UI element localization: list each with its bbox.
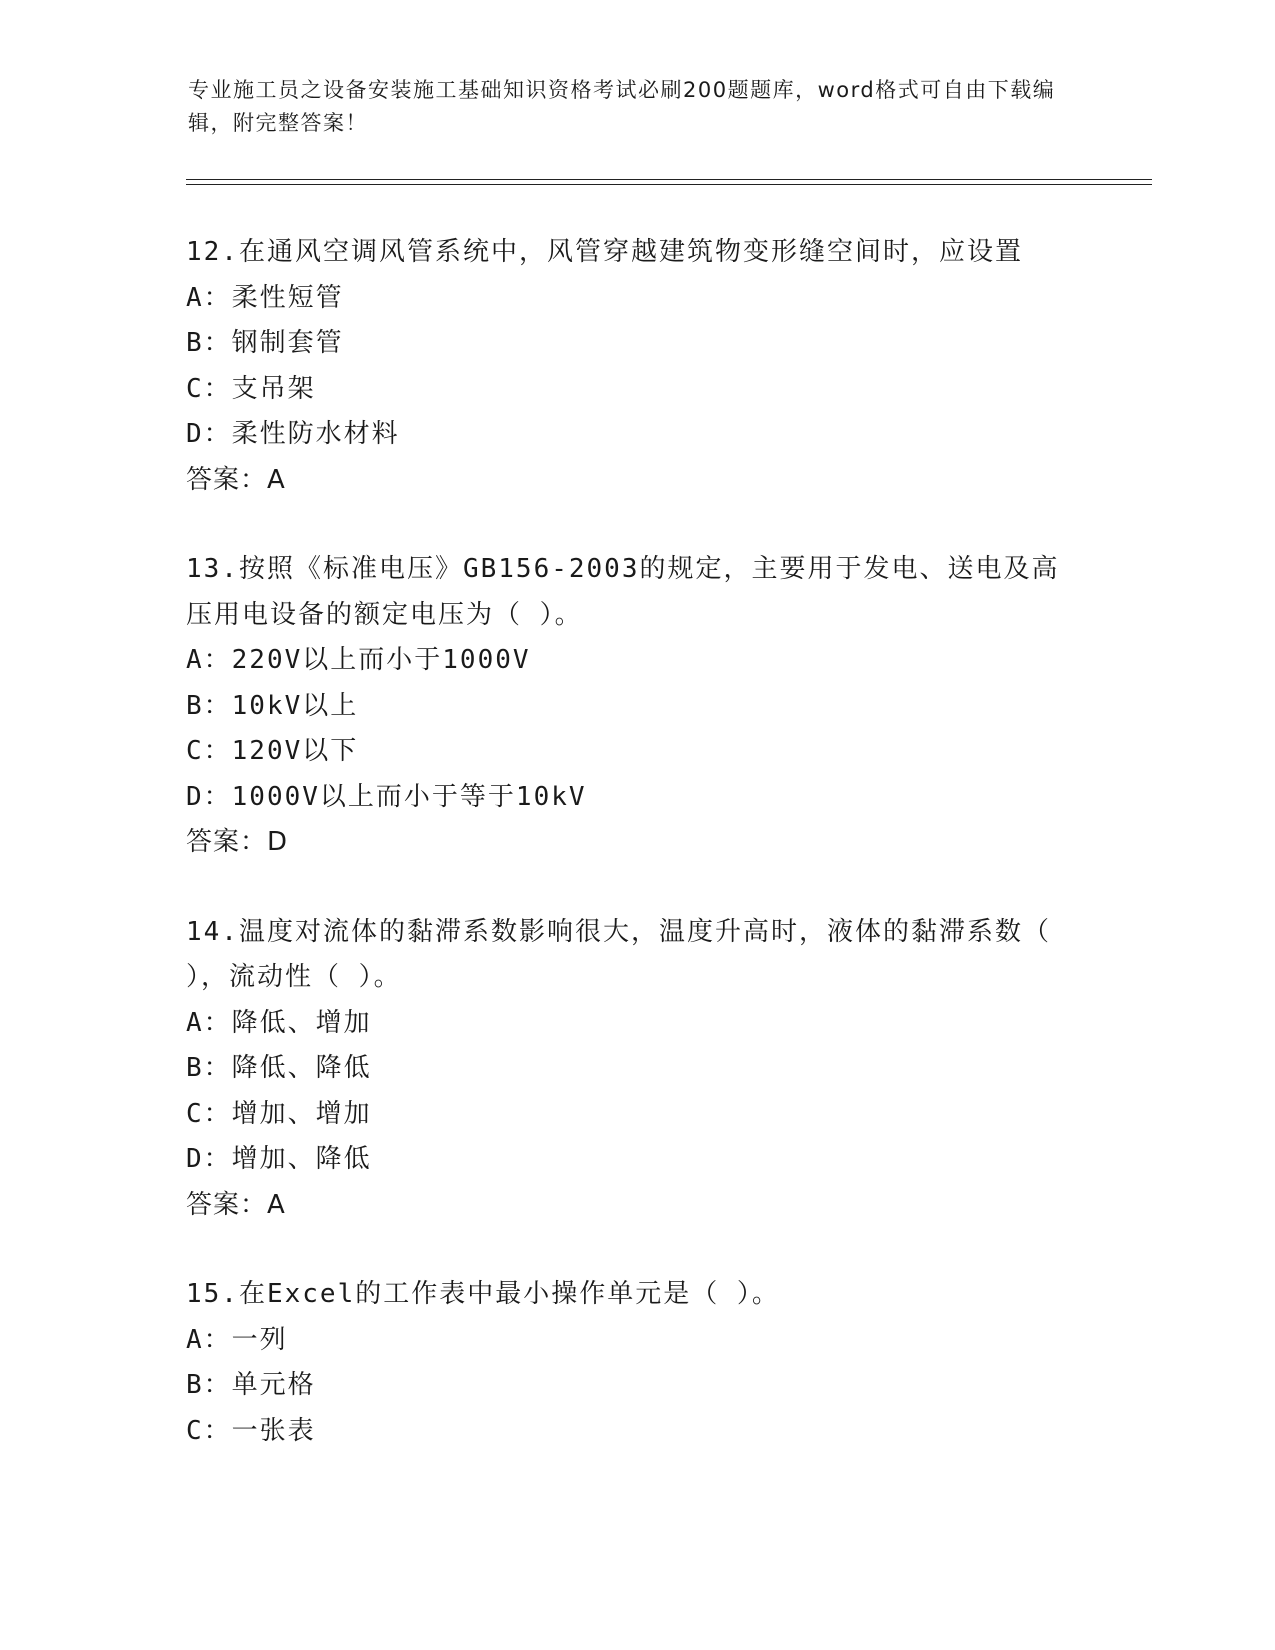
question-list — [186, 230, 1086, 1498]
question-stem: 13.按照《标准电压》GB156-2003的规定，主要用于发电、送电及高压用电设备的额定电压为（ ）。 — [186, 554, 1060, 630]
answer-label: 答案：D — [186, 827, 289, 857]
question-14 — [186, 910, 1086, 1229]
option-a: A：柔性短管 — [186, 282, 344, 313]
option-c: C：支吊架 — [186, 373, 316, 404]
header-divider-top — [186, 179, 1152, 180]
question-12 — [186, 230, 1086, 503]
option-c: C：增加、增加 — [186, 1098, 372, 1129]
option-a: A：降低、增加 — [186, 1007, 372, 1038]
option-a: A：一列 — [186, 1324, 288, 1355]
option-d: D：增加、降低 — [186, 1144, 372, 1174]
option-d: D：1000V以上而小于等于10kV — [186, 781, 587, 812]
question-stem: 15.在Excel的工作表中最小操作单元是（ ）。 — [186, 1279, 780, 1309]
option-b: B：单元格 — [186, 1370, 316, 1400]
option-b: B：10kV以上 — [186, 690, 359, 721]
answer-label: 答案：A — [186, 464, 286, 495]
answer-label: 答案：A — [186, 1189, 286, 1220]
option-c: C：一张表 — [186, 1415, 316, 1446]
option-d: D：柔性防水材料 — [186, 419, 400, 449]
question-13 — [186, 547, 1086, 866]
option-a: A：220V以上而小于1000V — [186, 645, 531, 675]
question-stem: 14.温度对流体的黏滞系数影响很大，温度升高时，液体的黏滞系数（ ），流动性（ ）。 — [186, 916, 1051, 992]
question-stem: 12.在通风空调风管系统中，风管穿越建筑物变形缝空间时，应设置 — [186, 237, 1023, 267]
document-intro: 专业施工员之设备安装施工基础知识资格考试必刷200题题库，word格式可自由下载编辑，附完整答案！ — [188, 78, 1056, 135]
header-divider-bottom — [186, 184, 1152, 185]
option-c: C：120V以下 — [186, 736, 359, 766]
question-15 — [186, 1272, 1086, 1454]
option-b: B：降低、降低 — [186, 1053, 372, 1083]
option-b: B：钢制套管 — [186, 328, 344, 358]
